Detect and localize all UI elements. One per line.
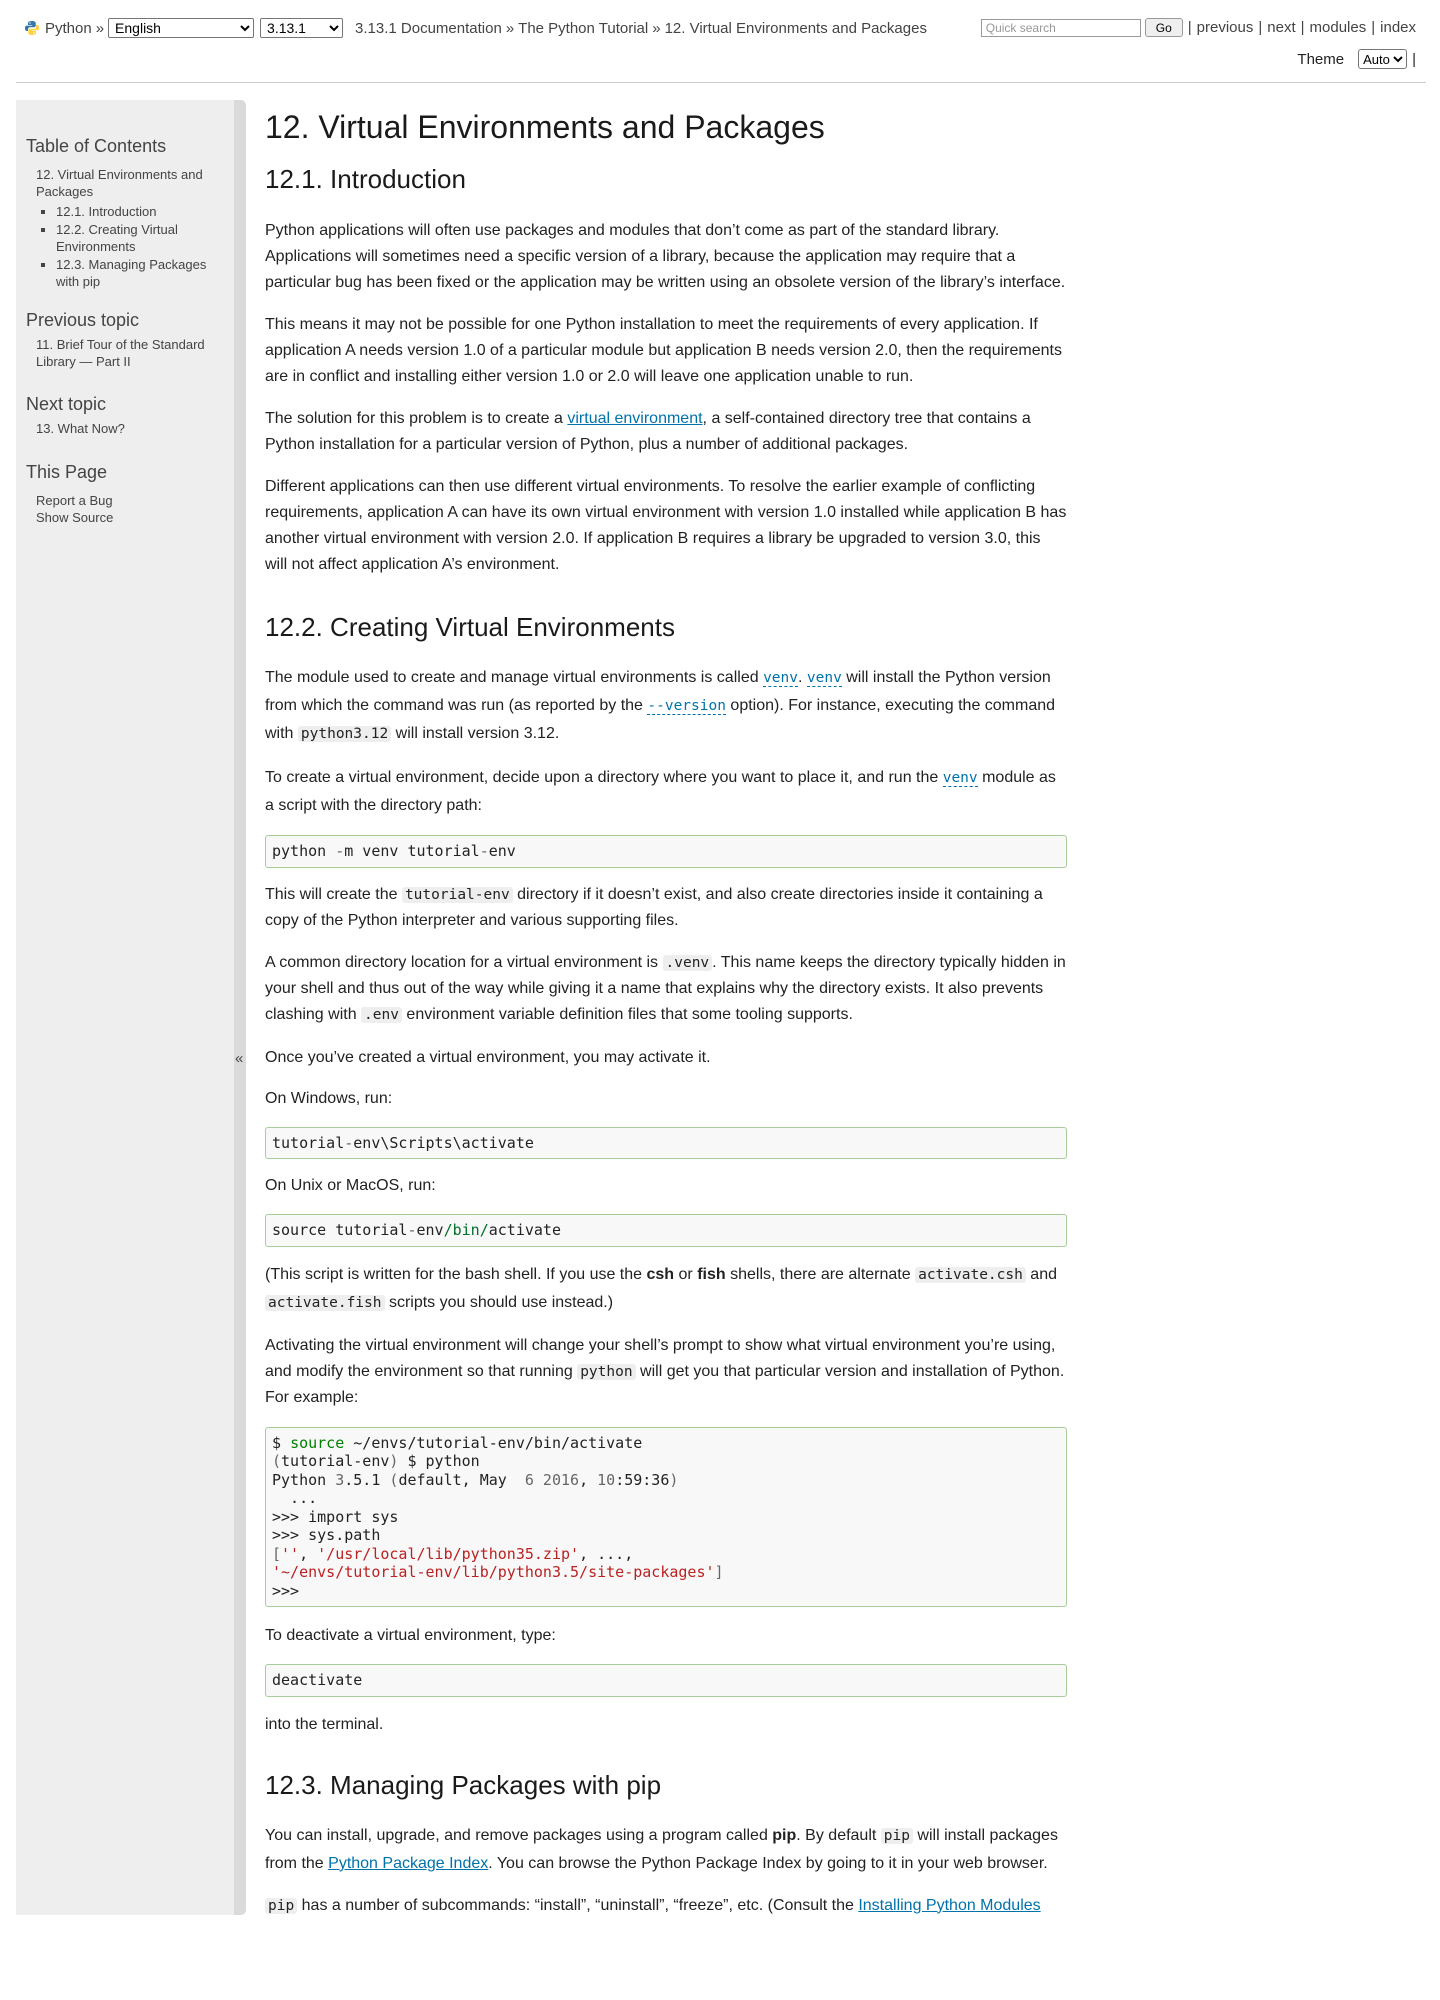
nav-pipe: | bbox=[1412, 50, 1416, 68]
venv-module-link[interactable]: venv bbox=[806, 670, 842, 686]
top-right-navigation bbox=[981, 18, 1416, 37]
main-content bbox=[265, 100, 1067, 1919]
search-go-button[interactable]: Go bbox=[1145, 18, 1183, 37]
inline-code: python3.12 bbox=[298, 726, 391, 742]
paragraph: Different applications can then use different virtual environments. To resolve the earlier example of conflicting requirements, application A can have its own virtual environment with version 1.0 installed while application B has another virtual environment with version 2.0. If application B requires a library be upgraded to version 3.0, this will not affect application A’s environment. bbox=[265, 478, 1067, 573]
this-page-heading: This Page bbox=[26, 462, 108, 482]
inline-code: .venv bbox=[663, 955, 713, 971]
previous-topic-heading: Previous topic bbox=[26, 310, 140, 330]
toc-item bbox=[36, 166, 226, 290]
section-heading-introduction: 12.1. Introduction bbox=[265, 164, 466, 194]
code-block: source tutorial-env/bin/activate bbox=[265, 1214, 1067, 1247]
paragraph: On Unix or MacOS, run: bbox=[265, 1177, 436, 1194]
breadcrumb-current-page: 12. Virtual Environments and Packages bbox=[664, 19, 927, 37]
next-topic-link[interactable]: 13. What Now? bbox=[36, 421, 125, 436]
section-heading-pip: 12.3. Managing Packages with pip bbox=[265, 1769, 662, 1800]
code-block: tutorial-env\Scripts\activate bbox=[265, 1127, 1067, 1160]
theme-label: Theme bbox=[1297, 50, 1345, 68]
breadcrumb-separator: » bbox=[95, 19, 105, 37]
toc-pip-link[interactable]: 12.3. Managing Packages with pip bbox=[56, 257, 207, 289]
sidebar bbox=[16, 100, 234, 1915]
quick-search-input[interactable] bbox=[981, 19, 1141, 37]
paragraph: You can install, upgrade, and remove packages using a program called pip. By default pip will install packages from the Python Package Index. You can browse the Python Package Index by going to it in your web browser. bbox=[265, 1826, 1058, 1872]
next-topic-heading: Next topic bbox=[26, 394, 107, 414]
paragraph: into the terminal. bbox=[265, 1715, 384, 1733]
breadcrumb-separator: » bbox=[652, 19, 661, 37]
previous-topic bbox=[36, 336, 226, 370]
paragraph: pip has a number of subcommands: “install”, “uninstall”, “freeze”, etc. (Consult the Installing Python Modules bbox=[265, 1893, 1067, 1919]
code-block: python -m venv tutorial-env bbox=[265, 835, 1067, 868]
venv-module-link[interactable]: venv bbox=[942, 770, 978, 786]
next-topic bbox=[36, 420, 226, 437]
index-link[interactable]: index bbox=[1380, 19, 1416, 36]
toc-subitem bbox=[56, 256, 226, 290]
modules-link[interactable]: modules bbox=[1309, 19, 1367, 36]
theme-switcher bbox=[1297, 49, 1416, 69]
nav-pipe: | bbox=[1371, 19, 1376, 36]
breadcrumb bbox=[24, 18, 927, 38]
this-page-links bbox=[36, 492, 226, 526]
paragraph: Python applications will often use packages and modules that don’t come as part of the standard library. Applications will sometimes need a specific version of a library, because the application may require that a particular bug has been fixed or the application may be written using an obsolete version of the library’s interface. bbox=[265, 222, 1066, 291]
python-logo-icon bbox=[24, 20, 40, 36]
toc-introduction-link[interactable]: 12.1. Introduction bbox=[56, 204, 157, 219]
home-link[interactable]: Python bbox=[45, 19, 92, 37]
paragraph: To create a virtual environment, decide upon a directory where you want to place it, and run the venv module as a script with the directory path: bbox=[265, 769, 1056, 814]
inline-code: python bbox=[577, 1364, 635, 1380]
inline-code: pip bbox=[881, 1828, 913, 1844]
nav-pipe: | bbox=[1258, 19, 1263, 36]
python-package-index-link[interactable]: Python Package Index bbox=[328, 1854, 489, 1872]
inline-code: tutorial-env bbox=[402, 887, 513, 903]
breadcrumb-docs-link[interactable]: 3.13.1 Documentation bbox=[355, 19, 502, 37]
table-of-contents bbox=[36, 166, 226, 291]
paragraph: To deactivate a virtual environment, type: bbox=[265, 1627, 556, 1644]
inline-code: activate.csh bbox=[915, 1267, 1026, 1283]
paragraph: Once you’ve created a virtual environment, you may activate it. bbox=[265, 1048, 711, 1066]
previous-link[interactable]: previous bbox=[1196, 19, 1254, 36]
paragraph: The solution for this problem is to create a virtual environment, a self-contained directory tree that contains a Python installation for a particular version of Python, plus a number of additional packages. bbox=[265, 410, 1031, 453]
code-block: $ source ~/envs/tutorial-env/bin/activate (tutorial-env) $ python Python 3.5.1 (default, May 6 2016, 10:59:36) ... >>> import sys >>> sys.path ['', '/usr/local/lib/python35.zip', ..., '~/envs/tutorial-env/lib/python3.5/site-packages'] >>> bbox=[265, 1427, 1067, 1608]
toc-creating-link[interactable]: 12.2. Creating Virtual Environments bbox=[56, 222, 178, 254]
breadcrumb-tutorial-link[interactable]: The Python Tutorial bbox=[518, 19, 649, 37]
installing-python-modules-link[interactable]: Installing Python Modules bbox=[858, 1896, 1041, 1914]
toc-subitem bbox=[56, 203, 226, 220]
breadcrumb-separator: » bbox=[505, 19, 515, 37]
nav-pipe: | bbox=[1187, 19, 1192, 36]
paragraph: Activating the virtual environment will change your shell’s prompt to show what virtual environment you’re using, and modify the environment so that running python will get you that particular version and installation of Python. For example: bbox=[265, 1336, 1065, 1406]
paragraph: This means it may not be possible for one Python installation to meet the requirements of every application. If application A needs version 1.0 of a particular module but application B needs version 2.0, then the requirements are in conflict and installing either version 1.0 or 2.0 will leave one application unable to run. bbox=[265, 316, 1062, 385]
version-option-link[interactable]: --version bbox=[647, 698, 726, 714]
virtual-environment-glossary-link[interactable]: virtual environment bbox=[567, 410, 703, 427]
section-heading-creating: 12.2. Creating Virtual Environments bbox=[265, 612, 675, 642]
toc-main-link[interactable]: 12. Virtual Environments and Packages bbox=[36, 167, 203, 199]
language-select[interactable] bbox=[108, 18, 254, 38]
collapse-chevron-icon: « bbox=[235, 1050, 244, 1067]
paragraph: The module used to create and manage virtual environments is called venv. venv will install the Python version from which the command was run (as reported by the --version option). For instance, executing the command with python3.12 will install version 3.12. bbox=[265, 669, 1056, 742]
paragraph: A common directory location for a virtual environment is .venv . This name keeps the directory typically hidden in your shell and thus out of the way while giving it a name that explains why the directory exists. It also prevents clashing with .env environment variable definition files that some tooling supports. bbox=[265, 953, 1066, 1023]
nav-pipe: | bbox=[1300, 19, 1305, 36]
next-link[interactable]: next bbox=[1267, 19, 1296, 36]
inline-code: activate.fish bbox=[265, 1295, 385, 1311]
top-navigation-bar bbox=[16, 0, 1426, 83]
paragraph: This will create the tutorial-env directory if it doesn’t exist, and also create directories inside it containing a copy of the Python interpreter and various supporting files. bbox=[265, 885, 1043, 929]
paragraph: (This script is written for the bash shell. If you use the csh or fish shells, there are alternate activate.csh and activate.fish scripts you should use instead.) bbox=[265, 1265, 1057, 1311]
page-title: 12. Virtual Environments and Packages bbox=[265, 109, 825, 145]
paragraph: On Windows, run: bbox=[265, 1089, 393, 1107]
sidebar-collapse-button[interactable] bbox=[234, 100, 246, 1915]
inline-code: .env bbox=[361, 1007, 402, 1023]
code-block: deactivate bbox=[265, 1664, 1067, 1697]
toc-heading: Table of Contents bbox=[26, 136, 167, 156]
version-select[interactable] bbox=[260, 18, 343, 38]
toc-subitem bbox=[56, 221, 226, 255]
venv-module-link[interactable]: venv bbox=[763, 670, 798, 686]
inline-code: pip bbox=[265, 1898, 297, 1914]
theme-select[interactable] bbox=[1358, 49, 1407, 69]
report-bug-link[interactable]: Report a Bug bbox=[36, 493, 113, 508]
show-source-link[interactable]: Show Source bbox=[36, 510, 114, 525]
toc-sublist bbox=[36, 203, 226, 290]
previous-topic-link[interactable]: 11. Brief Tour of the Standard Library — Part II bbox=[36, 337, 205, 369]
